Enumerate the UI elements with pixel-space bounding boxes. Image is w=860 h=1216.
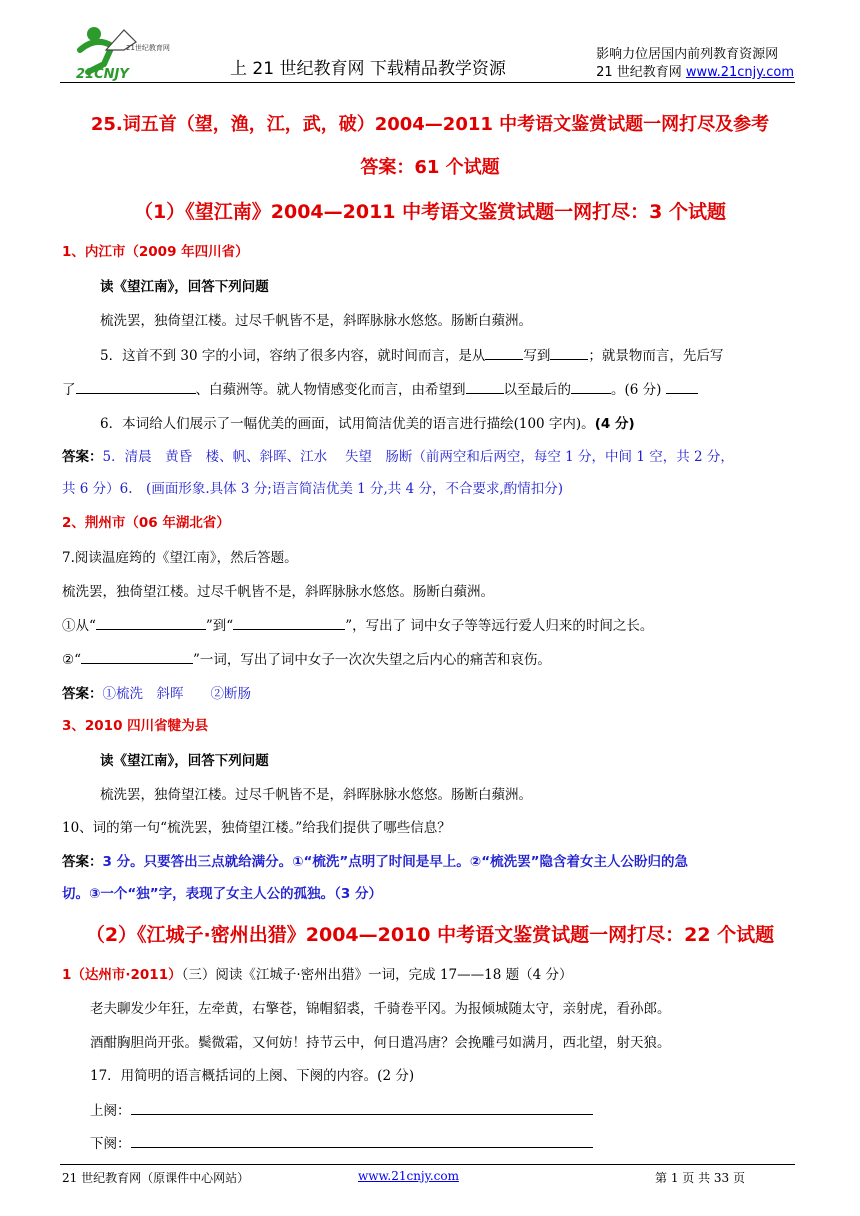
poem-text-3: 梳洗罢，独倚望江楼。过尽千帆皆不是，斜晖脉脉水悠悠。肠断白蘋洲。 [100, 787, 532, 803]
question-6: 6．本词给人们展示了一幅优美的画面，试用简洁优美的语言进行描绘(100 字内)。(4 分) [100, 416, 635, 432]
answer-2: 答案：①梳洗 斜晖 ②断肠 [62, 686, 251, 702]
header-right-line2: 21 世纪教育网 www.21cnjy.com [596, 65, 794, 80]
poem-text: 梳洗罢，独倚望江楼。过尽千帆皆不是，斜晖脉脉水悠悠。肠断白蘋洲。 [100, 313, 532, 329]
footer-left: 21 世纪教育网（原课件中心网站） [62, 1171, 250, 1185]
answer-lower-line: 下阕： [90, 1132, 593, 1152]
s2-q1-heading: 1（达州市·2011）（三）阅读《江城子·密州出猎》一词，完成 17——18 题（4 分） [62, 967, 573, 983]
doc-title-line2: 答案：61 个试题 [360, 157, 500, 178]
section1-heading: （1）《望江南》2004—2011 中考语文鉴赏试题一网打尽：3 个试题 [134, 201, 726, 223]
question-7-1: ①从“ ”到“ ”，写出了 词中女子等等远行爱人归来的时间之长。 [62, 618, 654, 634]
answer-3-line2: 切。③一个“独”字，表现了女主人公的孤独。（3 分） [62, 886, 383, 902]
header-right-line1: 影响力位居国内前列教育资源网 [596, 47, 779, 62]
q3-heading: 3、2010 四川省犍为县 [62, 718, 209, 734]
question-5-line1: 5．这首不到 30 字的小词，容纳了很多内容，就时间而言，是从 写到 ；就景物而言，先后写 [100, 348, 724, 364]
answer-1-line1: 答案：5．清晨 黄昏 楼、帆、斜晖、江水 失望 肠断（前两空和后两空，每空 1 分，中间 1 空，共 2 分， [62, 449, 734, 465]
header-right [596, 46, 794, 82]
doc-title-line1: 25.词五首（望，渔，江，武，破）2004—2011 中考语文鉴赏试题一网打尽及参考 [90, 114, 770, 135]
footer-link[interactable]: www.21cnjy.com [358, 1169, 459, 1183]
section2-heading: （2）《江城子·密州出猎》2004—2010 中考语文鉴赏试题一网打尽：22 个试题 [85, 924, 775, 946]
header-divider [60, 82, 795, 83]
logo-icon [66, 20, 176, 82]
question-17: 17．用简明的语言概括词的上阕、下阕的内容。(2 分) [90, 1068, 415, 1084]
header-link[interactable]: www.21cnjy.com [685, 65, 794, 80]
q1-heading: 1、内江市（2009 年四川省） [62, 244, 249, 260]
question-7-intro: 7.阅读温庭筠的《望江南》，然后答题。 [62, 550, 298, 566]
poem-jiangchengzi-line1: 老夫聊发少年狂，左牵黄，右擎苍，锦帽貂裘，千骑卷平冈。为报倾城随太守，亲射虎，看孙郎。 [90, 1001, 671, 1017]
footer-page-number: 第 1 页 共 33 页 [655, 1171, 745, 1185]
question-5-line2: 了 、白蘋洲等。就人物情感变化而言，由希望到 以至最后的 。(6 分) [62, 378, 698, 398]
header-slogan: 上 21 世纪教育网 下载精品教学资源 [230, 59, 506, 79]
poem-jiangchengzi-line2: 酒酣胸胆尚开张。鬓微霜，又何妨！持节云中，何日遣冯唐？会挽雕弓如满月，西北望，射天狼。 [90, 1035, 671, 1051]
footer-center [358, 1169, 459, 1183]
question-7-2: ②“ ”一词，写出了词中女子一次次失望之后内心的痛苦和哀伤。 [62, 652, 551, 668]
q1-intro: 读《望江南》，回答下列问题 [100, 279, 269, 295]
question-10: 10、词的第一句“梳洗罢，独倚望江楼。”给我们提供了哪些信息？ [62, 820, 451, 836]
answer-1-line2: 共 6 分）6. (画面形象.具体 3 分;语言简洁优美 1 分,共 4 分，不合要求,酌情扣分) [62, 481, 564, 497]
q2-heading: 2、荆州市（06 年湖北省） [62, 515, 230, 531]
svg-text:21世纪教育网: 21世纪教育网 [126, 44, 170, 52]
q3-intro: 读《望江南》，回答下列问题 [100, 753, 269, 769]
answer-3-line1: 答案：3 分。只要答出三点就给满分。①“梳洗”点明了时间是早上。②“梳洗罢”隐含着女主人公盼归的急 [62, 854, 688, 870]
svg-text:21CNJY: 21CNJY [76, 67, 129, 82]
answer-upper-line: 上阕： [90, 1099, 593, 1119]
poem-text-2: 梳洗罢，独倚望江楼。过尽千帆皆不是，斜晖脉脉水悠悠。肠断白蘋洲。 [62, 584, 494, 600]
page-header [60, 14, 800, 82]
footer-divider [60, 1164, 795, 1165]
